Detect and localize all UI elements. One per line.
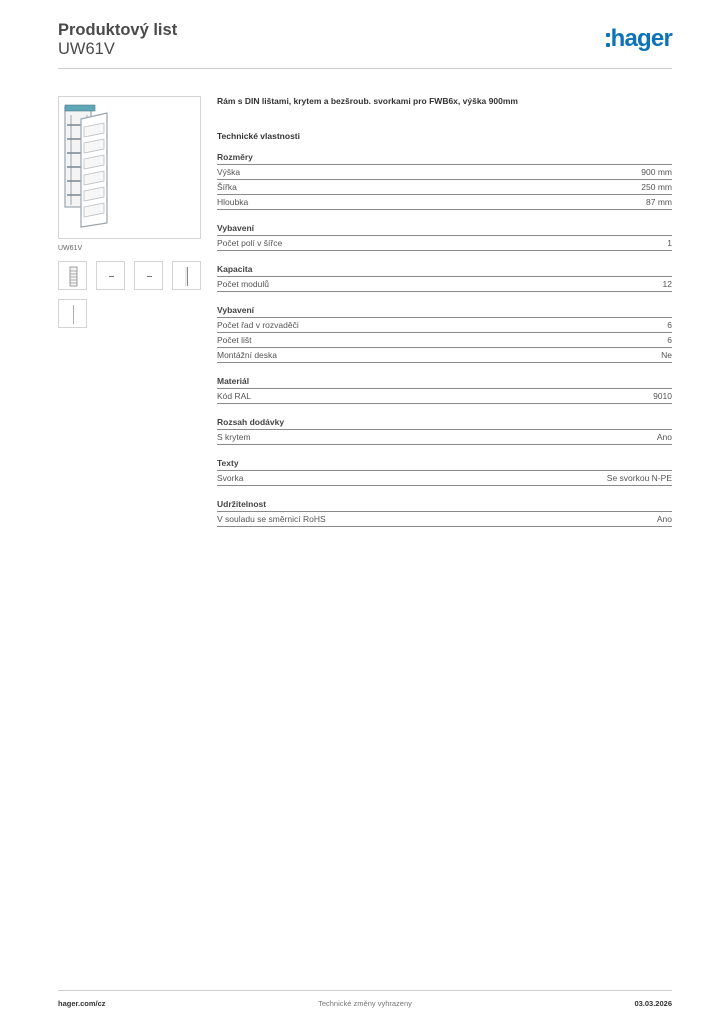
thumbnail-side-view[interactable]	[172, 261, 201, 290]
spec-label: Počet modulů	[217, 279, 269, 289]
spec-row	[217, 512, 672, 527]
page-footer	[58, 990, 672, 1010]
spec-label: Šířka	[217, 182, 237, 192]
spec-value: 6	[667, 320, 672, 330]
spec-group-title: Vybavení	[217, 305, 672, 318]
spec-row	[217, 277, 672, 292]
spec-row	[217, 348, 672, 363]
spec-row	[217, 195, 672, 210]
spec-label: Počet polí v šířce	[217, 238, 283, 248]
spec-group	[217, 458, 672, 486]
spec-group	[217, 264, 672, 292]
dimension-drawing-icon	[97, 262, 126, 291]
thumbnail-profile[interactable]	[58, 299, 87, 328]
spec-value: 1	[667, 238, 672, 248]
footer-date: 03.03.2026	[634, 999, 672, 1008]
spec-group	[217, 305, 672, 363]
hager-logo	[606, 26, 672, 52]
profile-drawing-icon	[59, 300, 88, 329]
spec-group-title: Rozměry	[217, 152, 672, 165]
spec-group	[217, 223, 672, 251]
spec-value: 6	[667, 335, 672, 345]
spec-group	[217, 376, 672, 404]
spec-group-title: Rozsah dodávky	[217, 417, 672, 430]
spec-value: 87 mm	[646, 197, 672, 207]
document-title: Produktový list	[58, 21, 178, 39]
spec-label: Počet lišt	[217, 335, 252, 345]
page-header	[58, 20, 672, 69]
spec-label: Výška	[217, 167, 241, 177]
spec-label: S krytem	[217, 432, 251, 442]
spec-group	[217, 152, 672, 210]
product-code: UW61V	[58, 40, 115, 58]
spec-value: 12	[662, 279, 672, 289]
spec-value: 9010	[653, 391, 672, 401]
spec-label: Počet řad v rozvaděči	[217, 320, 299, 330]
spec-row	[217, 165, 672, 180]
spec-label: Kód RAL	[217, 391, 252, 401]
logo-dots-icon	[606, 33, 610, 47]
thumbnail-dimension-1[interactable]	[96, 261, 125, 290]
side-view-icon	[173, 262, 202, 291]
spec-label: Montážní deska	[217, 350, 278, 360]
spec-value: Ano	[656, 432, 672, 442]
spec-label: V souladu se směrnicí RoHS	[217, 514, 326, 524]
spec-row	[217, 389, 672, 404]
spec-label: Hloubka	[217, 197, 249, 207]
spec-value: 250 mm	[641, 182, 672, 192]
spec-value: 900 mm	[641, 167, 672, 177]
spec-row	[217, 430, 672, 445]
spec-row	[217, 236, 672, 251]
footer-website-link[interactable]: hager.com/cz	[58, 999, 106, 1008]
spec-value: Ne	[661, 350, 672, 360]
frame-thumbnail-icon	[59, 262, 88, 291]
dimension-drawing-icon	[135, 262, 164, 291]
spec-group-title: Vybavení	[217, 223, 672, 236]
spec-label: Svorka	[217, 473, 244, 483]
spec-group	[217, 417, 672, 445]
product-details	[217, 96, 672, 527]
product-description: Rám s DIN lištami, krytem a bezšroub. svorkami pro FWB6x, výška 900mm	[217, 96, 518, 106]
spec-group-title: Udržitelnost	[217, 499, 672, 512]
spec-group-title: Kapacita	[217, 264, 672, 277]
spec-groups	[217, 152, 672, 527]
spec-row	[217, 318, 672, 333]
frame-product-icon	[59, 97, 202, 240]
image-caption: UW61V	[58, 245, 83, 252]
spec-value: Ano	[656, 514, 672, 524]
spec-group-title: Texty	[217, 458, 672, 471]
spec-value: Se svorkou N-PE	[606, 473, 672, 483]
spec-group-title: Materiál	[217, 376, 672, 389]
thumbnail-frame-front[interactable]	[58, 261, 87, 290]
spec-row	[217, 180, 672, 195]
spec-row	[217, 333, 672, 348]
section-title: Technické vlastnosti	[217, 131, 300, 141]
footer-notice: Technické změny vyhrazeny	[318, 999, 412, 1008]
spec-group	[217, 499, 672, 527]
logo-text: hager	[610, 25, 672, 52]
thumbnail-dimension-2[interactable]	[134, 261, 163, 290]
spec-row	[217, 471, 672, 486]
product-image[interactable]	[58, 96, 201, 239]
